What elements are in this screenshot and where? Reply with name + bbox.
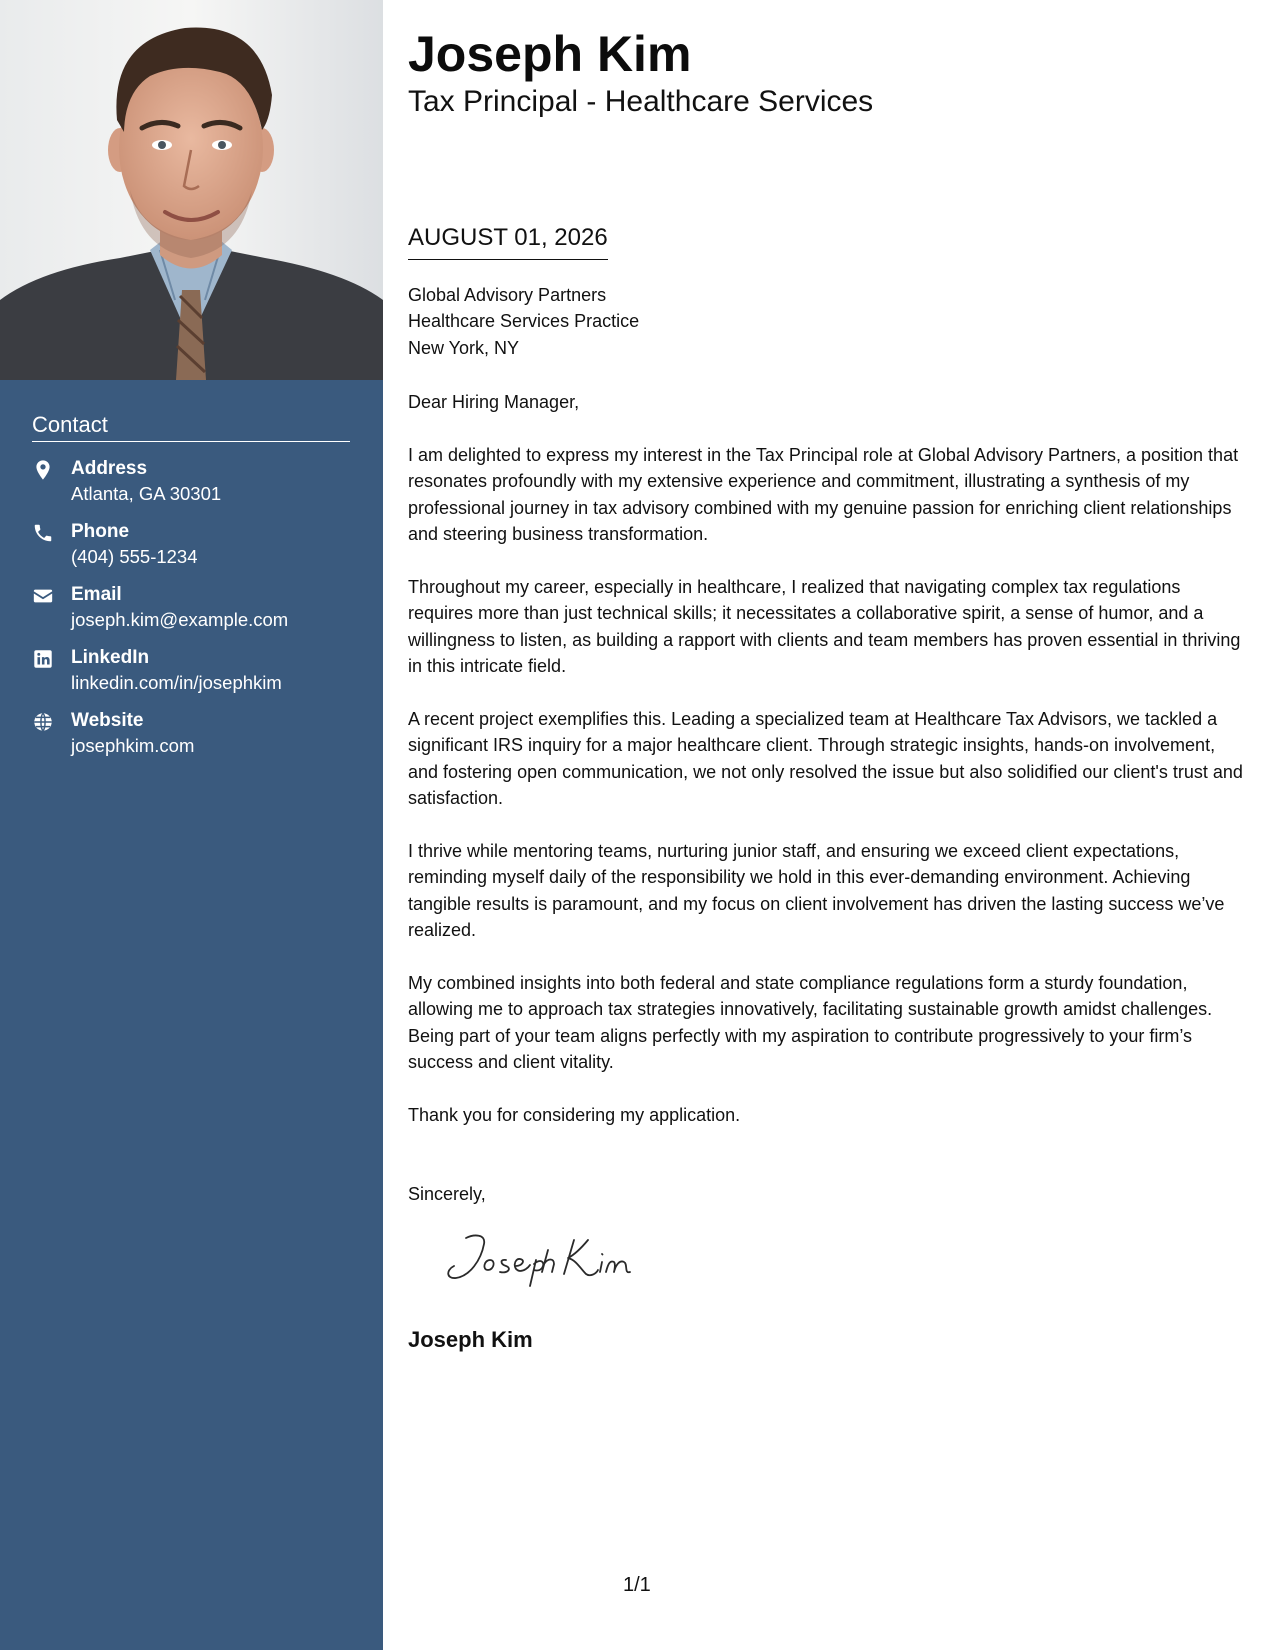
website-link[interactable]: josephkim.com	[71, 735, 195, 756]
profile-photo	[0, 0, 383, 380]
map-pin-icon	[32, 459, 54, 481]
recipient-location: New York, NY	[408, 337, 520, 358]
contact-label: Address	[71, 458, 148, 479]
body-paragraph: I thrive while mentoring teams, nurturing junior staff, and ensuring we exceed client expectations, reminding myself daily of the responsibility we hold in this ever-demanding environment. Achieving tangible results is paramount, and my focus on client involvement has driven the lasting success we’ve realized.	[408, 841, 1225, 941]
recipient-address	[408, 282, 639, 361]
handwritten-signature	[444, 1230, 644, 1295]
envelope-icon	[32, 585, 54, 607]
signed-name: Joseph Kim	[408, 1327, 533, 1352]
address-value: Atlanta, GA 30301	[71, 483, 222, 504]
contact-label: Phone	[71, 521, 130, 542]
contact-list	[32, 457, 362, 772]
salutation: Dear Hiring Manager,	[408, 392, 580, 412]
globe-icon	[32, 711, 54, 733]
phone-icon	[32, 522, 54, 544]
contact-label: Email	[71, 584, 122, 605]
body-paragraph: Throughout my career, especially in healthcare, I realized that navigating complex tax regulations requires more than just technical skills; it necessitates a collaborative spirit, a sense of humor, and a willingness to listen, as building a rapport with clients and team members has proven essential in thriving in this intricate field.	[408, 577, 1241, 677]
thank-you-line: Thank you for considering my application.	[408, 1105, 741, 1125]
contact-item-email	[32, 583, 362, 646]
page-number: 1/1	[623, 1574, 651, 1596]
contact-item-linkedin	[32, 646, 362, 709]
contact-item-address	[32, 457, 362, 520]
sidebar	[0, 0, 383, 1650]
linkedin-icon	[32, 648, 54, 670]
linkedin-link[interactable]: linkedin.com/in/josephkim	[71, 672, 282, 693]
contact-item-phone	[32, 520, 362, 583]
letter-date: AUGUST 01, 2026	[408, 223, 608, 260]
recipient-department: Healthcare Services Practice	[408, 311, 640, 332]
closing: Sincerely,	[408, 1184, 486, 1204]
job-title: Tax Principal - Healthcare Services	[408, 85, 874, 118]
body-paragraph: I am delighted to express my interest in the Tax Principal role at Global Advisory Partners, a position that resonates profoundly with my extensive experience and commitment, illustrating a synthesis of my professional journey in tax advisory combined with my genuine passion for enriching client relationships and steering business transformation.	[408, 445, 1239, 545]
applicant-name: Joseph Kim	[408, 26, 692, 82]
recipient-company: Global Advisory Partners	[408, 285, 607, 305]
contact-heading: Contact	[32, 412, 350, 442]
contact-label: LinkedIn	[71, 647, 150, 668]
contact-item-website	[32, 709, 362, 772]
email-link[interactable]: joseph.kim@example.com	[71, 609, 289, 630]
contact-label: Website	[71, 710, 144, 731]
body-paragraph: A recent project exemplifies this. Leading a specialized team at Healthcare Tax Advisors, we tackled a significant IRS inquiry for a major healthcare client. Through strategic insights, hands-on involvement, and fostering open communication, we not only resolved the issue but also solidified our client's trust and satisfaction.	[408, 709, 1243, 809]
body-paragraph: My combined insights into both federal and state compliance regulations form a sturdy foundation, allowing me to approach tax strategies innovatively, facilitating sustainable growth amidst challenges. Being part of your team aligns perfectly with my aspiration to contribute progressively to your firm’s success and client vitality.	[408, 973, 1213, 1073]
phone-value: (404) 555-1234	[71, 546, 198, 567]
